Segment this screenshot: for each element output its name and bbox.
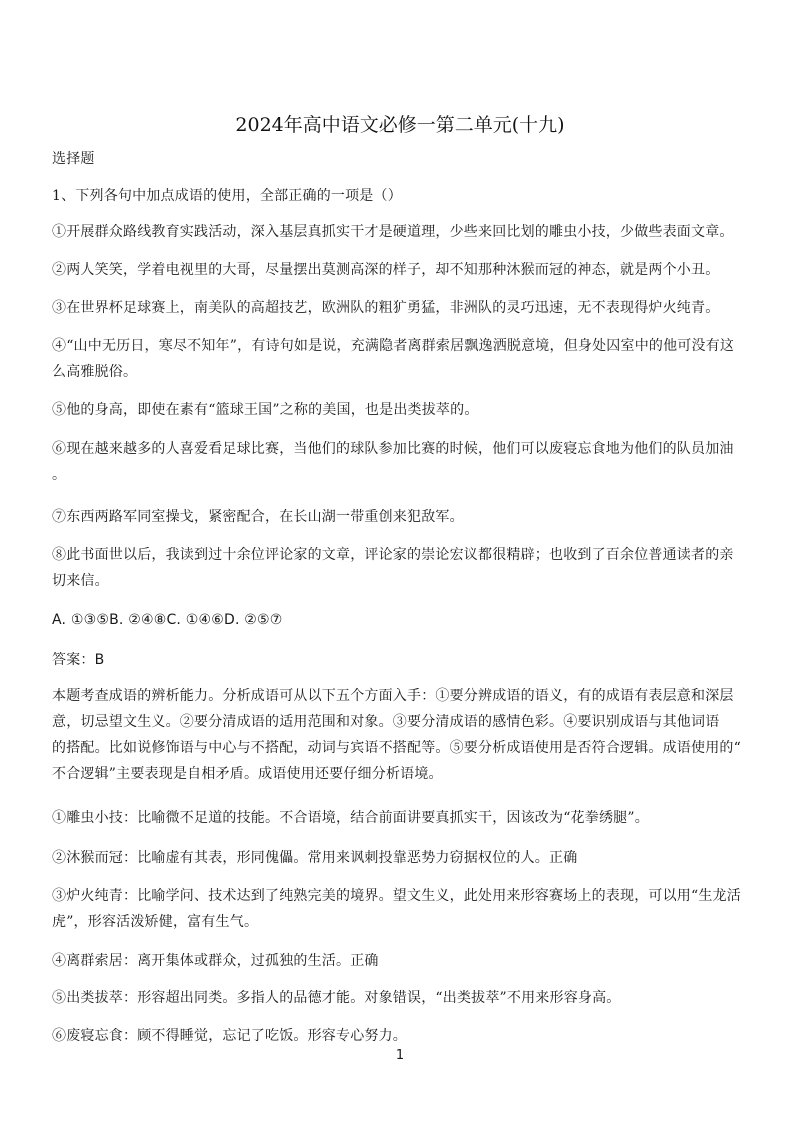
analysis-line: 本题考查成语的辨析能力。分析成语可从以下五个方面入手：①要分辨成语的语义，有的成语有表层意和深层	[52, 688, 734, 704]
sentence-line: ②两人笑笑，学着电视里的大哥，尽量摆出莫测高深的样子，却不知那种沐猴而冠的神态，就是两个小丑。	[52, 262, 720, 278]
sentence-line: 。	[52, 467, 67, 483]
sentence-line: 切来信。	[52, 573, 109, 589]
analysis-line: 的搭配。比如说修饰语与中心与不搭配，动词与宾语不搭配等。⑤要分析成语使用是否符合逻辑。成语使用的“	[52, 740, 741, 756]
sentence-line: ⑥现在越来越多的人喜爱看足球比赛，当他们的球队参加比赛的时候，他们可以废寝忘食地为他们的队员加油	[52, 441, 734, 457]
analysis-paragraph	[52, 683, 752, 787]
explanation-line: ⑥废寝忘食：顾不得睡觉，忘记了吃饭。形容专心努力。	[52, 1028, 407, 1044]
answer-options: A. ①③⑤B. ②④⑧C. ①④⑥D. ②⑤⑦	[52, 612, 283, 628]
sentence-item-1	[52, 219, 752, 245]
analysis-line: 不合逻辑”主要表现是自相矛盾。成语使用还要仔细分析语境。	[52, 766, 443, 782]
sentence-item-8	[52, 542, 752, 594]
document-title: 2024年高中语文必修一第二单元(十九)	[235, 114, 565, 136]
sentence-line: ③在世界杯足球赛上，南美队的高超技艺，欧洲队的粗犷勇猛，非洲队的灵巧迅速，无不表现得炉火纯青。	[52, 300, 720, 316]
explanation-item-2	[52, 845, 752, 871]
explanation-item-3	[52, 883, 752, 935]
answer-key: 答案：B	[52, 652, 105, 668]
sentence-item-3	[52, 295, 752, 321]
explanation-line: ④离群索居：离开集体或群众，过孤独的生活。正确	[52, 953, 379, 969]
sentence-line: ①开展群众路线教育实践活动，深入基层真抓实干才是硬道理，少些来回比划的雕虫小技，少做些表面文章。	[52, 224, 734, 240]
explanation-line: ③炉火纯青：比喻学问、技术达到了纯熟完美的境界。望文生义，此处用来形容赛场上的表现，可以用“生龙活	[52, 888, 741, 904]
explanation-line: ②沐猴而冠：比喻虚有其表，形同傀儡。常用来讽刺投靠恶势力窃据权位的人。正确	[52, 850, 578, 866]
section-heading: 选择题	[52, 151, 95, 167]
question-stem: 1、下列各句中加点成语的使用，全部正确的一项是（）	[52, 188, 402, 204]
page-number: 1	[395, 1048, 405, 1063]
explanation-line: ①雕虫小技：比喻微不足道的技能。不合语境，结合前面讲要真抓实干，因该改为“花拳绣腿”。	[52, 810, 649, 826]
sentence-item-6	[52, 436, 752, 488]
explanation-item-1	[52, 805, 752, 831]
explanation-item-4	[52, 948, 752, 974]
analysis-line: 意，切忌望文生义。②要分清成语的适用范围和对象。③要分清成语的感情色彩。④要识别成语与其他词语	[52, 714, 720, 730]
sentence-line: ④“山中无历日，寒尽不知年”，有诗句如是说，充满隐者离群索居飘逸洒脱意境，但身处囚室中的他可没有这	[52, 338, 735, 354]
explanation-item-5	[52, 985, 752, 1011]
explanation-line: 虎”，形容活泼矫健，富有生气。	[52, 914, 259, 930]
sentence-line: ⑧此书面世以后，我读到过十余位评论家的文章，评论家的崇论宏议都很精辟；也收到了百余位普通读者的亲	[52, 547, 734, 563]
sentence-item-2	[52, 257, 752, 283]
explanation-line: ⑤出类拔萃：形容超出同类。多指人的品德才能。对象错误，“出类拔萃”不用来形容身高。	[52, 990, 621, 1006]
sentence-item-5	[52, 397, 752, 423]
sentence-item-7	[52, 504, 752, 530]
sentence-line: 么高雅脱俗。	[52, 364, 138, 380]
sentence-line: ⑤他的身高，即使在素有“篮球王国”之称的美国，也是出类拔萃的。	[52, 402, 479, 418]
sentence-item-4	[52, 333, 752, 385]
sentence-line: ⑦东西两路军同室操戈，紧密配合，在长山湖一带重创来犯敌军。	[52, 509, 464, 525]
